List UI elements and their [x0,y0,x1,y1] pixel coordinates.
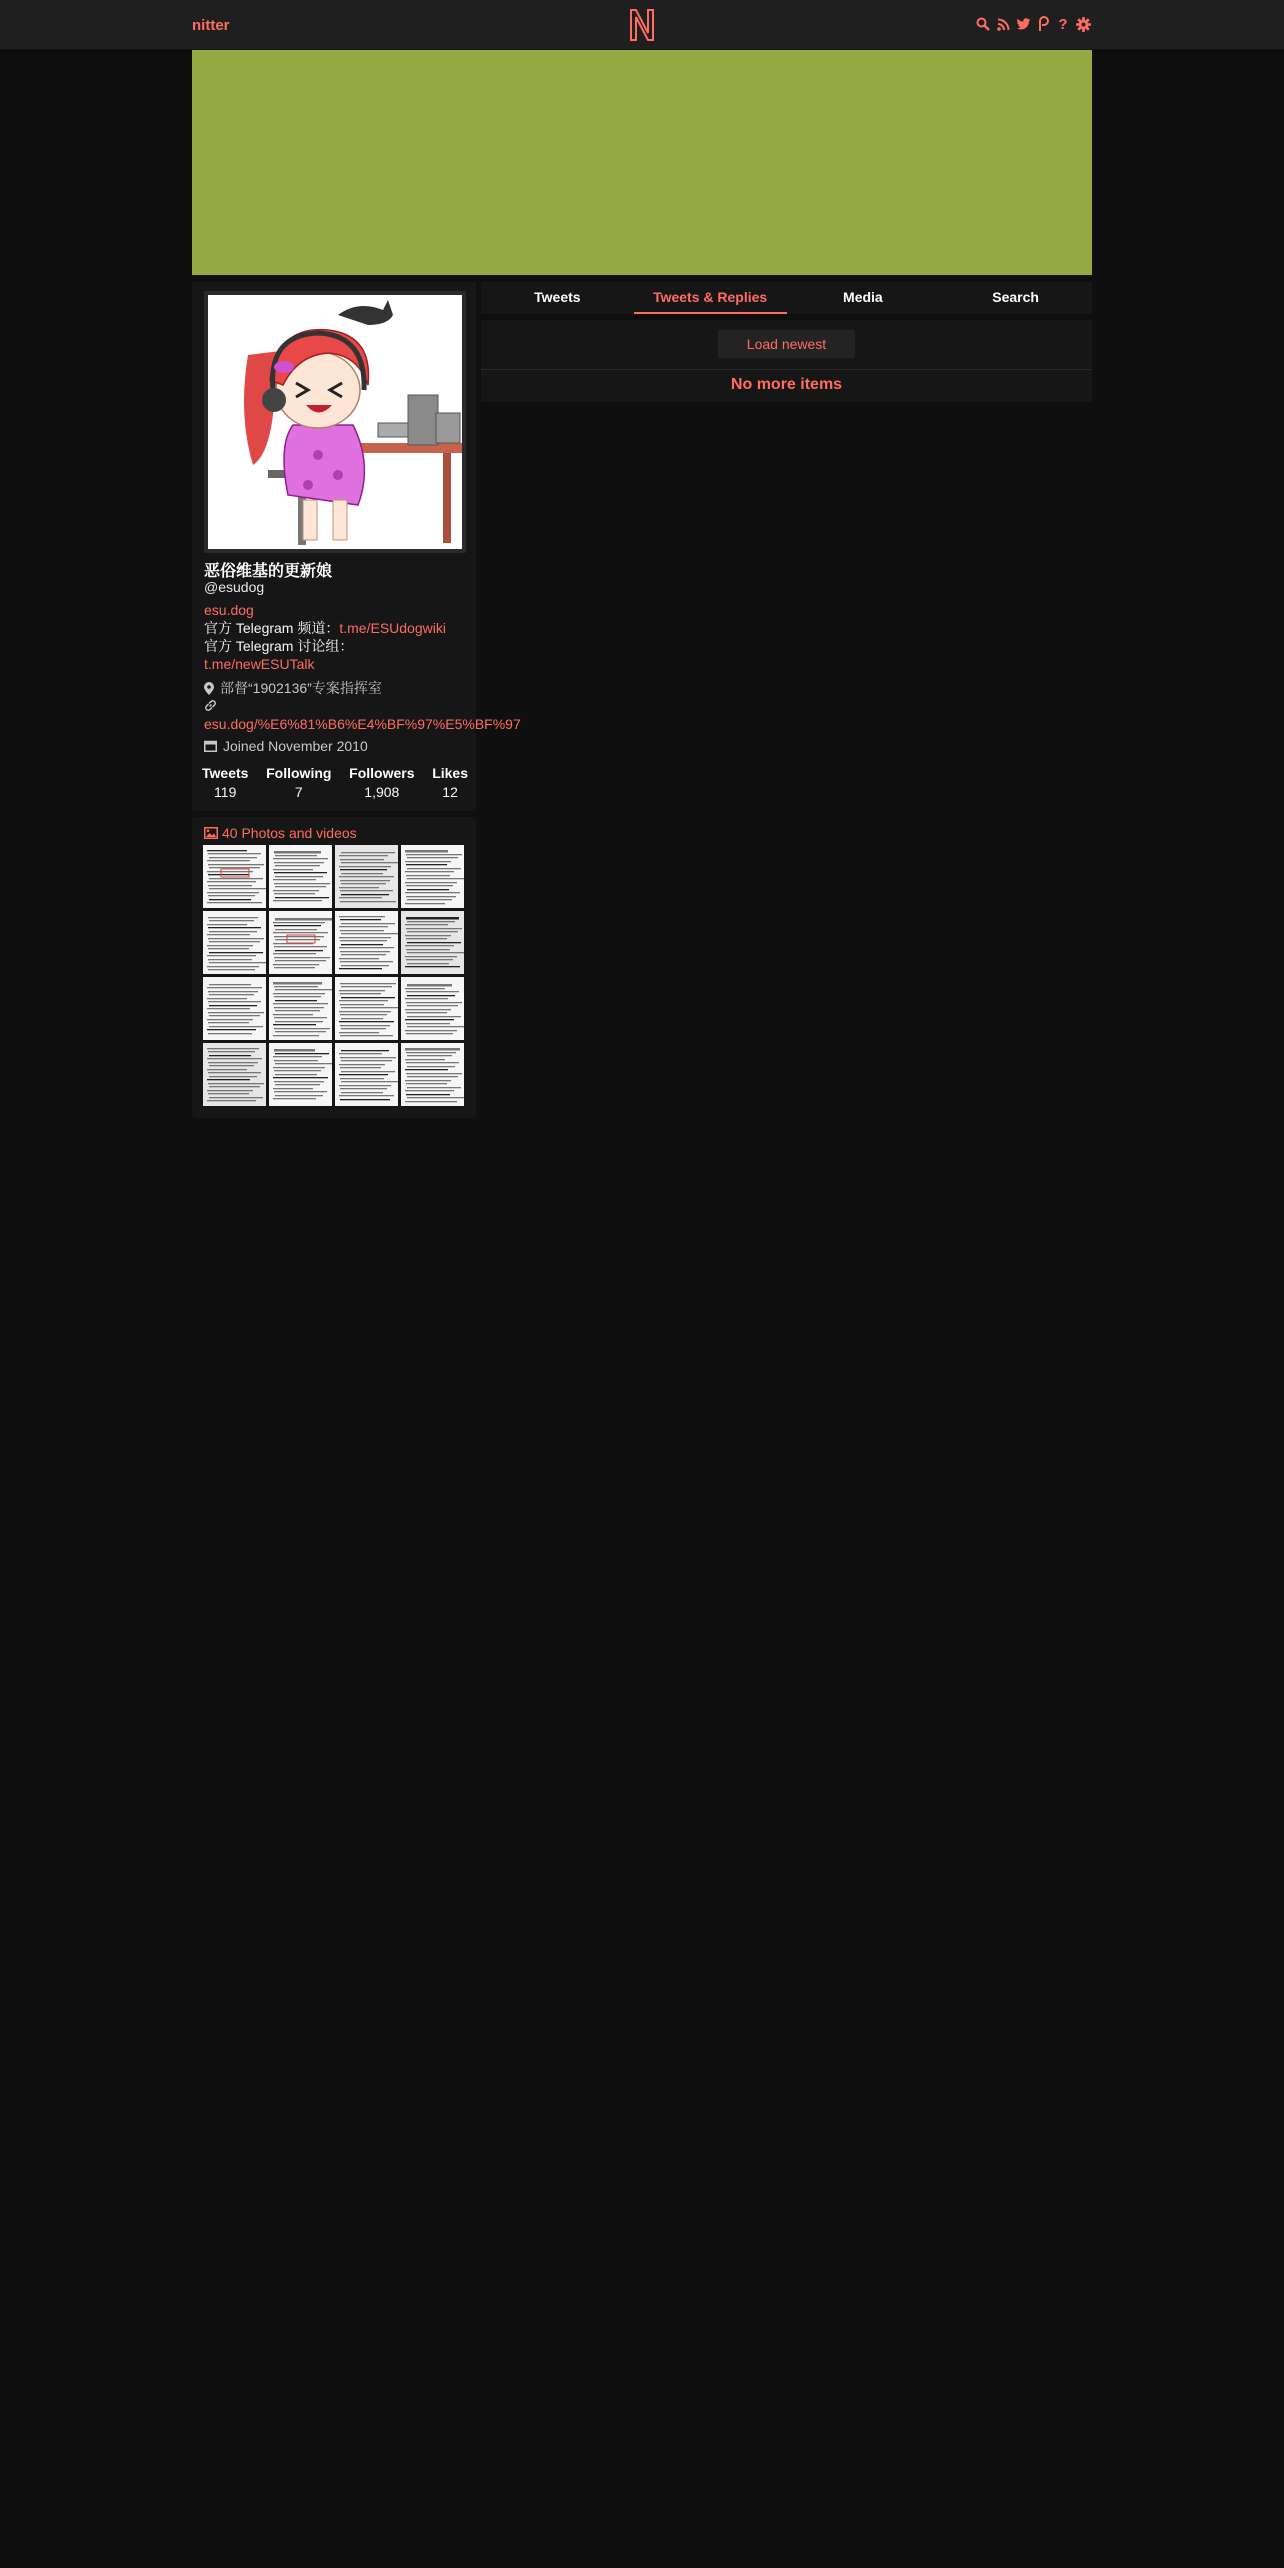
profile-joined [204,738,469,754]
stat-label: Following [266,765,332,781]
location-text: 部督“1902136”专案指挥室 [220,680,382,696]
stat-value: 119 [214,784,237,800]
profile-website [204,716,521,732]
stat-likes [432,765,468,800]
profile-website-icon-row [204,699,469,712]
photo-thumbnail[interactable] [335,977,398,1040]
rss-icon[interactable] [995,15,1011,33]
picture-icon [204,827,218,839]
photo-rail-header[interactable] [204,825,357,841]
tab-search[interactable]: Search [992,289,1039,305]
profile-location [204,678,469,698]
photo-thumbnail[interactable] [401,1043,464,1106]
stat-value: 1,908 [364,784,400,800]
stat-following [266,765,331,800]
settings-icon[interactable] [1075,15,1091,33]
nav-icons [975,15,1091,33]
location-pin-icon [204,682,214,695]
joined-text: Joined November 2010 [223,738,368,754]
profile-bio [204,601,469,673]
parchment-icon[interactable] [1035,15,1051,33]
stat-label: Likes [432,765,468,781]
photo-thumbnail[interactable] [335,911,398,974]
tab-tweets[interactable]: Tweets [534,289,581,305]
photo-thumbnail[interactable] [203,1043,266,1106]
photo-rail-grid [203,845,465,1106]
website-link[interactable]: esu.dog/%E6%81%B6%E4%BF%97%E5%BF%97 [204,716,521,732]
search-icon[interactable] [975,15,991,33]
photo-rail [192,817,476,1118]
photo-thumbnail[interactable] [203,977,266,1040]
timeline-divider [481,369,1092,370]
profile-username[interactable]: @esudog [204,579,265,595]
calendar-icon [204,740,217,752]
photo-thumbnail[interactable] [401,977,464,1040]
profile-stats [202,765,468,800]
load-newest-button[interactable]: Load newest [718,330,855,358]
photo-thumbnail[interactable] [203,911,266,974]
brand-link[interactable]: nitter [192,17,230,34]
photo-thumbnail[interactable] [401,845,464,908]
photo-thumbnail[interactable] [269,845,332,908]
tab-tweets-and-replies[interactable]: Tweets & Replies [634,282,787,314]
stat-label: Tweets [202,765,249,781]
photo-thumbnail[interactable] [335,845,398,908]
photo-thumbnail[interactable] [335,1043,398,1106]
profile-banner[interactable] [192,50,1092,275]
bio-line2-text: 官方 Telegram 频道： [204,620,340,636]
photo-thumbnail[interactable] [269,1043,332,1106]
photo-thumbnail[interactable] [203,845,266,908]
photo-rail-count: 40 Photos and videos [222,825,357,841]
bio-link-site[interactable]: esu.dog [204,602,254,618]
profile-card [192,282,521,811]
avatar[interactable] [204,291,466,553]
bio-line3-text: 官方 Telegram 讨论组： [204,638,354,654]
tab-media[interactable]: Media [843,289,883,305]
timeline-tabs [481,282,1092,314]
no-more-items: No more items [730,376,843,393]
bio-link-telegram-channel[interactable]: t.me/ESUdogwiki [339,620,446,636]
navbar [0,0,1284,50]
bio-link-telegram-group[interactable]: t.me/newESUTalk [204,656,315,672]
nitter-logo[interactable] [627,7,657,43]
stat-followers [349,765,414,800]
timeline [481,320,1092,402]
twitter-icon[interactable] [1015,15,1031,33]
profile-fullname[interactable]: 恶俗维基的更新娘 [204,563,333,580]
stat-tweets [202,765,248,800]
photo-thumbnail[interactable] [269,911,332,974]
photo-thumbnail[interactable] [269,977,332,1040]
link-icon [204,699,217,712]
stat-value: 7 [294,784,303,800]
stat-label: Followers [349,765,415,781]
photo-thumbnail[interactable] [401,911,464,974]
help-icon[interactable]: ? [1058,15,1068,33]
stat-value: 12 [442,784,458,800]
